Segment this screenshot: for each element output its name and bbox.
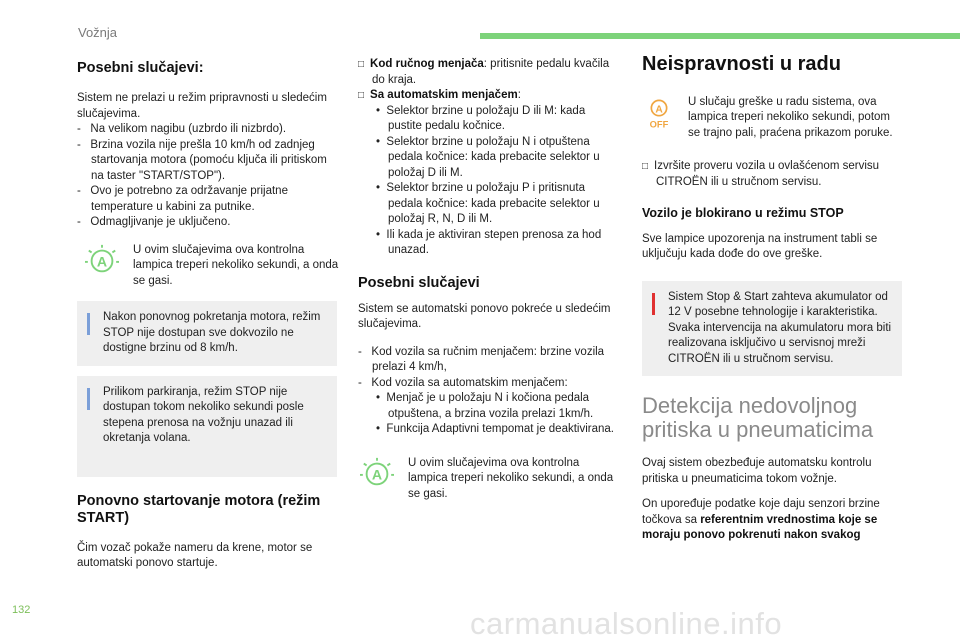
list-item: • Selektor brzine u položaju D ili M: kada pustite pedalu kočnice. xyxy=(376,104,586,132)
chapter-title: Vožnja xyxy=(78,25,118,40)
column-2 xyxy=(358,57,618,502)
list-item: • Menjač je u položaju N i kočiona pedala otpuštena, a brzina vozila prelazi 1km/h. xyxy=(376,392,594,420)
svg-text:A: A xyxy=(371,467,383,484)
watermark: carmanualsonline.info xyxy=(470,606,783,641)
warning-marker xyxy=(652,293,655,315)
heading-blocked-stop: Vozilo je blokirano u režimu STOP xyxy=(642,206,844,220)
info-marker xyxy=(87,388,90,410)
tyre-text-2: On upoređuje podatke koje daju senzori brzine točkova sa referentnim vrednostima koje se moraju ponovo pokrenuti nakon svakog xyxy=(642,498,880,541)
list-item: - Na velikom nagibu (uzbrdo ili nizbrdo). xyxy=(77,123,287,135)
stop-start-green-icon xyxy=(83,243,121,277)
info-box xyxy=(77,301,337,366)
heading-malfunctions: Neispravnosti u radu xyxy=(642,53,841,75)
info-marker xyxy=(87,313,90,335)
tyre-text-1: Ovaj sistem obezbeđuje automatsku kontrolu pritiska u pneumaticima tokom vožnje. xyxy=(642,457,872,485)
list-item: - Brzina vozila nije prešla 10 km/h od zadnjeg startovanja motora (pomoću ključa ili pritiskom na taster "START/STOP"). xyxy=(77,138,327,182)
svg-text:OFF: OFF xyxy=(649,119,669,130)
svg-text:A: A xyxy=(96,254,108,271)
automatic-gearbox-item: □ Sa automatskim menjačem: xyxy=(358,89,521,101)
heading-restart: Ponovno startovanje motora (režim START) xyxy=(77,492,321,526)
svg-text:A: A xyxy=(655,103,663,115)
fault-text: U slučaju greške u radu sistema, ova lampica treperi nekoliko sekundi, potom se trajno pali, praćena prikazom poruke. xyxy=(688,95,893,139)
info-text: Nakon ponovnog pokretanja motora, režim STOP nije dostupan sve dokvozilo ne dostigne brzinu od 8 km/h. xyxy=(103,311,321,354)
list-item: - Ovo je potrebno za održavanje prijatne temperature u kabini za putnike. xyxy=(77,185,288,213)
list-item: • Funkcija Adaptivni tempomat je deaktivirana. xyxy=(376,423,614,435)
column-1 xyxy=(77,60,339,572)
info-box xyxy=(77,376,337,477)
warning-lamp-note xyxy=(83,243,339,290)
stop-start-green-icon xyxy=(358,456,396,490)
check-item: □ Izvršite proveru vozila u ovlašćenom servisu CITROËN ili u stručnom servisu. xyxy=(642,160,880,188)
intro-text: Sistem ne prelazi u režim pripravnosti u sledećim slučajevima. xyxy=(77,92,327,120)
stop-start-off-icon xyxy=(642,95,676,133)
list-item: - Kod vozila sa ručnim menjačem: brzine vozila prelazi 4 km/h, xyxy=(358,345,605,373)
heading-tyre-pressure: Detekcija nedovoljnog pritiska u pneumaticima xyxy=(642,393,874,442)
list-item: • Selektor brzine u položaju P i pritisnuta pedala kočnice: kada prebacite selektor u položaj R, N, D ili M. xyxy=(376,182,600,225)
list-item: • Ili kada je aktiviran stepen prenosa za hod unazad. xyxy=(376,228,602,256)
column-3 xyxy=(642,53,904,544)
page-number: 132 xyxy=(12,604,31,616)
manual-gearbox-item: □ Kod ručnog menjača: pritisnite pedalu kvačila do kraja. xyxy=(358,58,610,86)
note-text: U ovim slučajevima ova kontrolna lampica treperi nekoliko sekundi, a onda se gasi. xyxy=(408,456,614,500)
warning-box xyxy=(642,281,902,377)
blocked-text: Sve lampice upozorenja na instrument tabli se uključuju kada dođe do ove greške. xyxy=(642,232,878,260)
warning-text: Sistem Stop & Start zahteva akumulator od 12 V posebne tehnologije i karakteristika. Svaka intervencija na akumulatoru mora biti realizovana isključivo u servisnoj mreži CITROËN ili u stručnom servisu. xyxy=(668,290,892,365)
fault-lamp-note xyxy=(642,95,904,142)
chapter-bar xyxy=(480,33,960,39)
intro-text: Sistem se automatski ponovo pokreće u sledećim slučajevima. xyxy=(358,302,611,330)
list-item: • Selektor brzine u položaju N i otpuštena pedala kočnice: kada prebacite selektor u položaj D ili M. xyxy=(376,135,600,179)
list-item: - Kod vozila sa automatskim menjačem: xyxy=(358,376,568,389)
note-text: U ovim slučajevima ova kontrolna lampica treperi nekoliko sekundi, a onda se gasi. xyxy=(133,243,339,287)
info-text: Prilikom parkiranja, režim STOP nije dostupan tokom nekoliko sekundi posle stepena prenosa na vožnju unazad ili okretanja volana. xyxy=(103,385,304,444)
heading-special-cases-2: Posebni slučajevi xyxy=(358,274,480,291)
restart-text: Čim vozač pokaže nameru da krene, motor se automatski ponovo startuje. xyxy=(77,541,313,569)
warning-lamp-note xyxy=(358,456,618,503)
list-item: - Odmagljivanje je uključeno. xyxy=(77,216,231,228)
heading-special-cases: Posebni slučajevi: xyxy=(77,60,204,76)
